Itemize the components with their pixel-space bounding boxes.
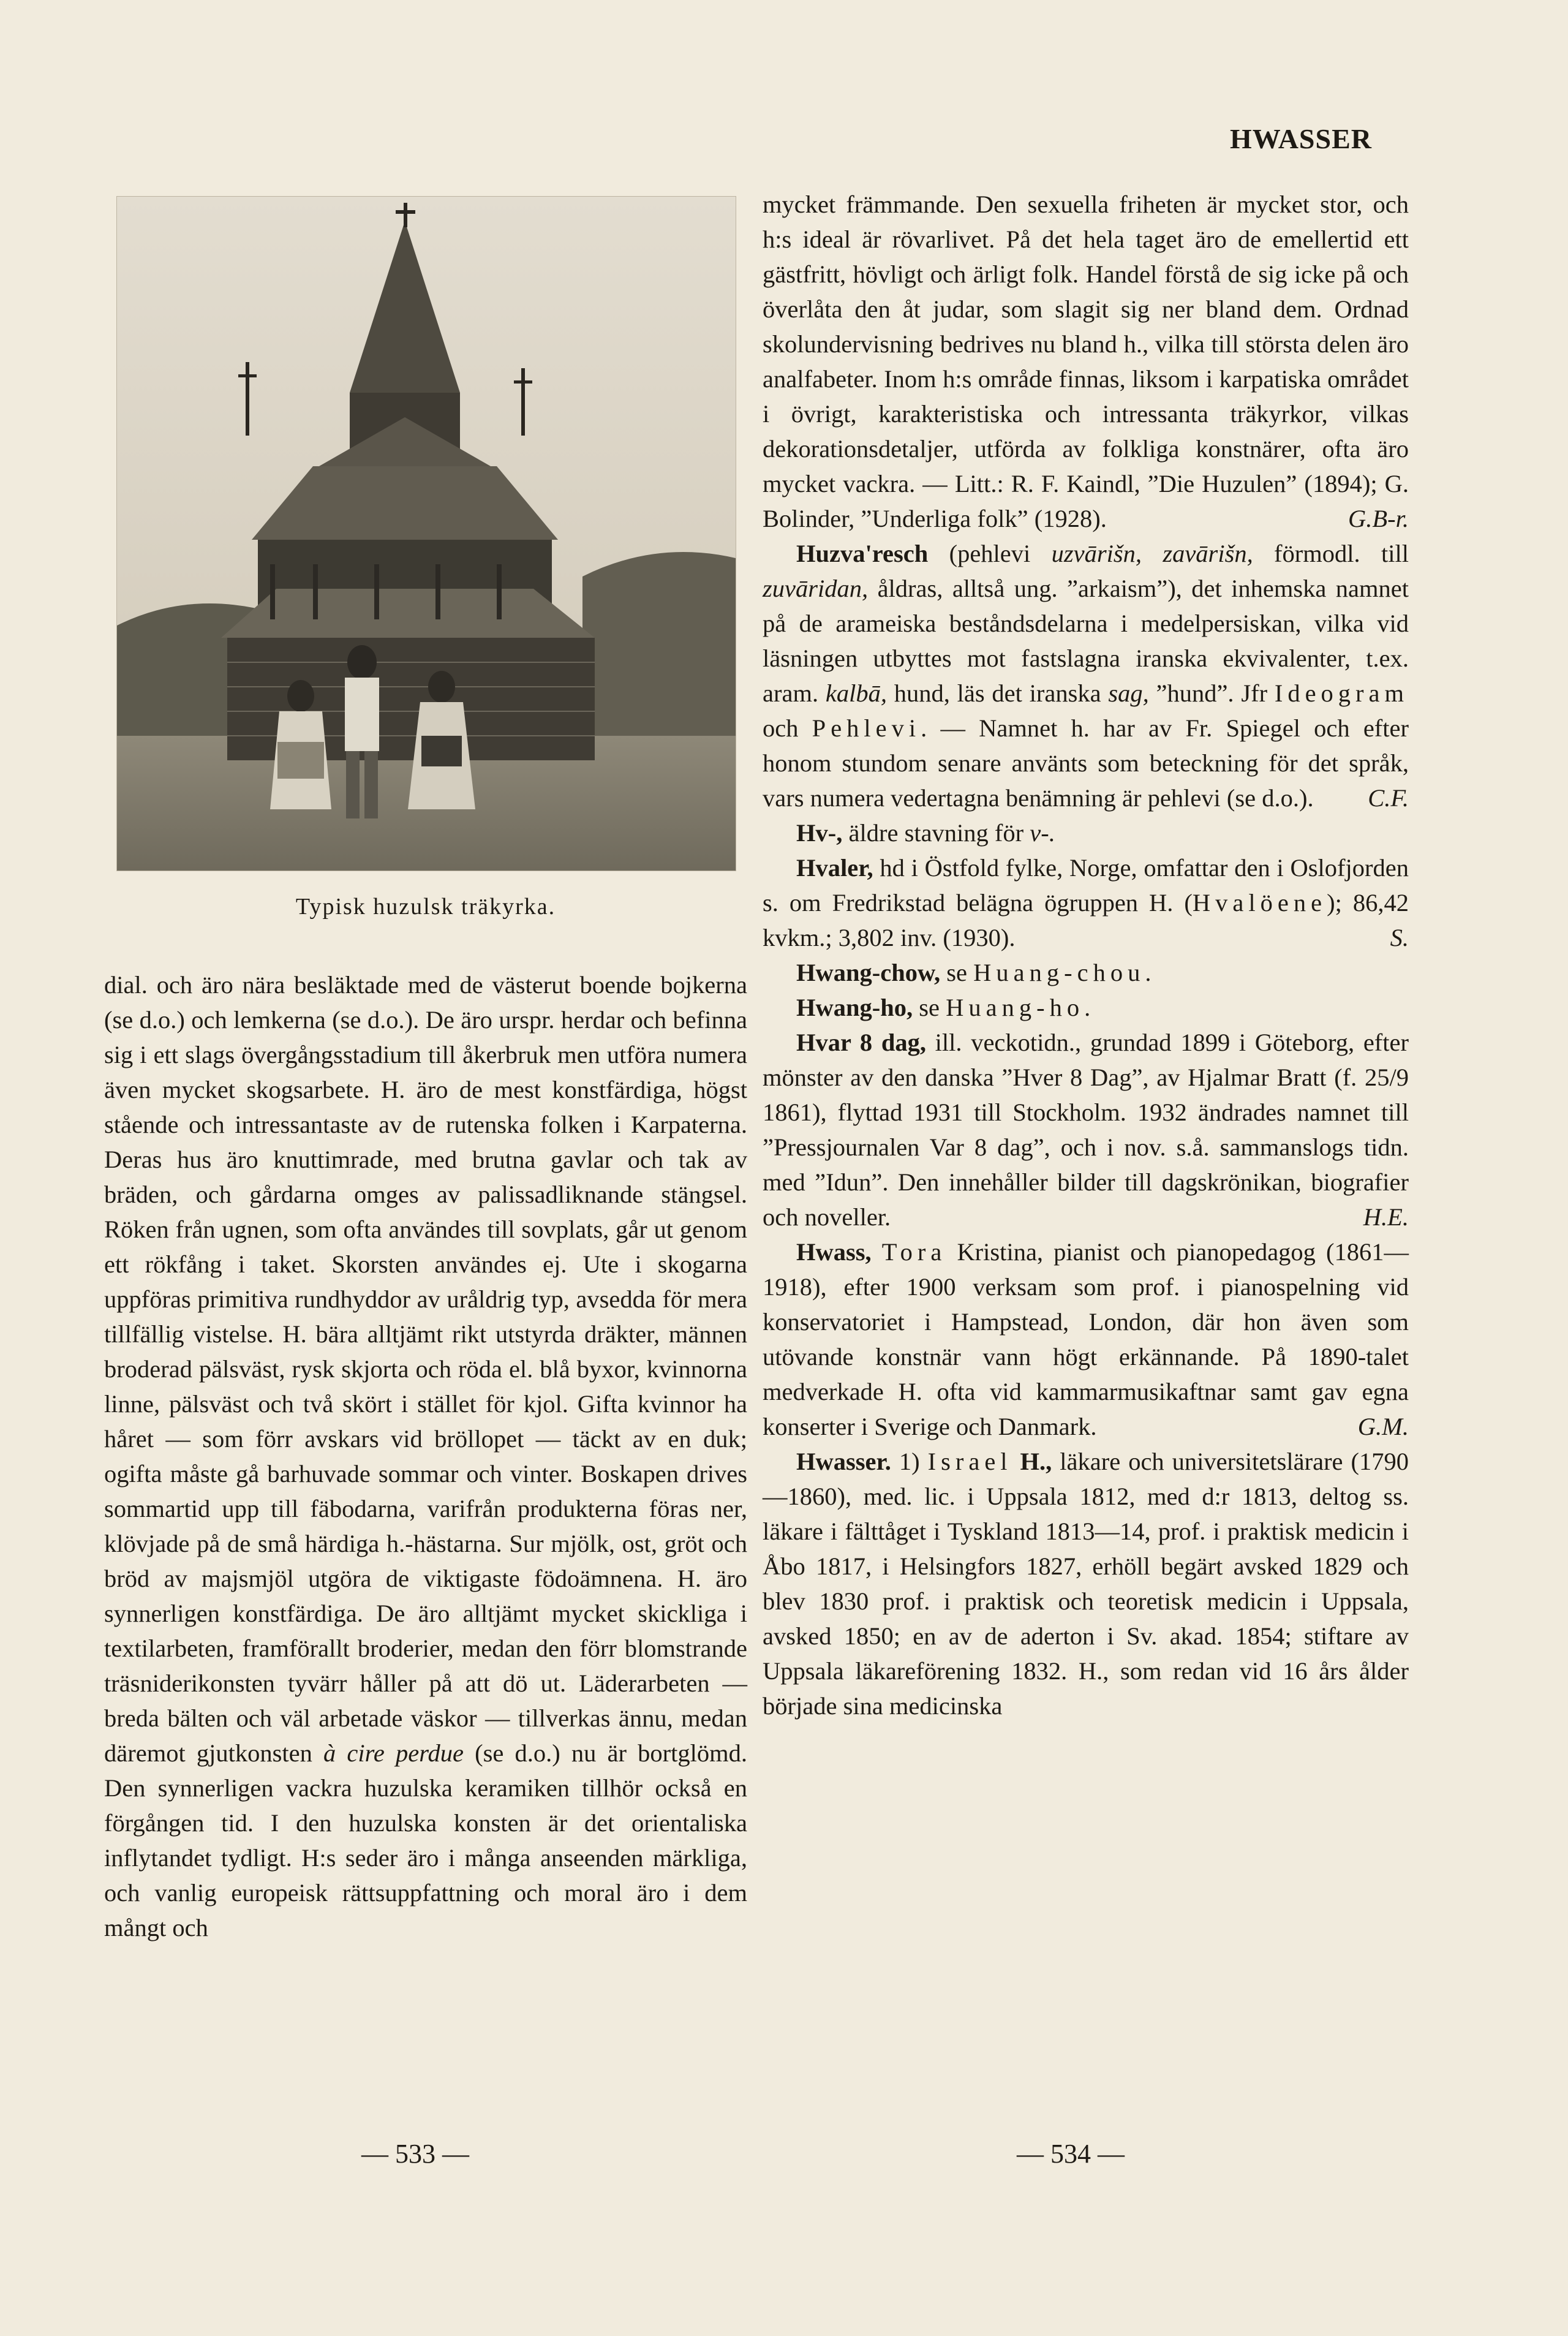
entry-headword: Hwang-ho, (796, 994, 913, 1021)
entry-hv (763, 815, 1409, 850)
cross-reference: Pehlevi (812, 714, 921, 742)
entry-headword: Hv-, (796, 819, 843, 847)
left-text-body: dial. och äro nära besläktade med de västerut boende bojkerna (se d.o.) och lemkerna (se d.o.). De äro urspr. herdar och befinna sig i ett slags övergångsstadium till åkerbruk men utföra numera även mycket skogsarbete. H. äro de mest konstfärdiga, högst stående och intressantaste av de rutenska folken i Karpaterna. Deras hus äro knuttimrade, med brutna gavlar och tak av bräden, och gårdarna omges av palissadliknande stängsel. Röken från ugnen, som ofta användes till sovplats, går ut genom ett rökfång i taket. Skorsten användes ej. Ute i skogarna uppföras primitiva rundhyddor av uråldrig typ, avsedda för mera tillfällig vistelse. H. bära alltjämt rikt utstyrda dräkter, männen broderad pälsväst, rysk skjorta och röda el. blå byxor, kvinnorna linne, pälsväst och två skört i stället för kjol. Gifta kvinnor ha håret — som förr avskars vid bröllopet — täckt av en duk; ogifta måste gå barhuvade sommar och vinter. Boskapen drives sommartid upp till fäbodarna, varifrån produkterna föras ner, klövjade på de små härdiga h.-hästarna. Sur mjölk, ost, gröt och bröd av majsmjöl utgöra de viktigaste födoämnena. H. äro synnerligen konstfärdiga. De äro alltjämt mycket skickliga i textilarbeten, framförallt broderier, medan den förr blomstrande träsniderikonsten tyvärr håller på att dö ut. Läderarbeten — breda bälten och väl arbetade väskor — tillverkas ännu, medan däremot gjutkonsten (104, 971, 747, 1767)
entry-italic: v-. (1030, 819, 1055, 847)
entry-italic: uzvārišn, zavārišn, (1051, 540, 1253, 567)
entry-text: se (919, 994, 940, 1021)
entry-text: ); 86,42 kvkm.; 3,802 inv. (1930). (763, 889, 1409, 951)
entry-huzvaresch (763, 536, 1409, 815)
wooden-church-illustration (117, 197, 736, 871)
cross-reference: Ideogram (1274, 679, 1409, 707)
entry-text: åldras, alltså ung. ”arkaism”), det inhemska namnet på de arameiska beståndsdelarna i medelpersiskan, vilka vid läsningen utbyttes mot fastslagna iranska ekvivalenter, t.ex. aram. (763, 575, 1409, 707)
entry-text: hund, läs det iranska (894, 679, 1101, 707)
cross-reference: Hvalöene (1192, 889, 1327, 917)
entry-headword: Hwass, (796, 1238, 872, 1266)
entry-hvaler (763, 850, 1409, 955)
entry-text: och (763, 714, 799, 742)
entry-hwasser (763, 1444, 1409, 1723)
entry-text: läkare och universitetslärare (1790—1860), med. lic. i Uppsala 1812, med d:r 1813, deltog ss. läkare i fälttåget i Tyskland 1813—14, prof. i praktisk medicin i Åbo 1817, i Helsingfors 1827, erhöll begärt avsked 1829 och blev 1830 prof. i praktisk och teoretisk medicin i Uppsala, avsked 1850; en av de aderton i Sv. akad. 1854; stiftare av Uppsala läkareförening 1832. H., som redan vid 16 års ålder började sina medicinska (763, 1448, 1409, 1720)
author-signature: G.M. (1357, 1413, 1409, 1440)
entry-hvar-8-dag (763, 1025, 1409, 1234)
entry-text: . — Namnet h. har av Fr. Spiegel och efter honom stundom senare använts som beteckning för det språk, vars numera vedertagna benämning är pehlevi (se d.o.). (763, 714, 1409, 812)
person-initial: H., (1020, 1448, 1052, 1475)
person-name: Tora (881, 1238, 947, 1266)
entry-text: se (946, 959, 968, 986)
entry-italic: zuvāridan, (763, 575, 869, 602)
church-photo (116, 196, 736, 871)
page-number-right: — 534 — (1017, 2139, 1125, 2169)
entry-headword: Huzva'resch (796, 540, 929, 567)
right-column (763, 187, 1409, 1723)
figure-caption: Typisk huzulsk träkyrka. (295, 894, 556, 920)
left-column-text (104, 967, 747, 1945)
entry-italic: sag, (1108, 679, 1149, 707)
cross-reference: Huang-chou. (973, 959, 1156, 986)
author-signature: H.E. (1363, 1203, 1409, 1231)
entry-hwang-ho (763, 990, 1409, 1025)
entry-text: mycket främmande. Den sexuella friheten är mycket stor, och h:s ideal är rövarlivet. På det hela taget äro de emellertid ett gästfritt, hövligt och ärligt folk. Handel förstå de sig icke på och överlåta den åt judar, som slagit sig ner bland dem. Ordnad skolundervisning bedrives nu bland h., vilka till största delen äro analfabeter. Inom h:s område finnas, liksom i karpatiska området i övrigt, karakteristiska och intressanta träkyrkor, vilkas dekorationsdetaljer, utförda av folkliga konstnärer, ofta äro mycket vackra. — Litt.: R. F. Kaindl, ”Die Huzulen” (1894); G. Bolinder, ”Underliga folk” (1928). (763, 191, 1409, 532)
left-column (104, 184, 747, 1945)
entry-headword: Hwang-chow, (796, 959, 941, 986)
author-signature: G.B-r. (1348, 505, 1409, 532)
entry-text: Kristina, pianist och pianopedagog (1861—1918), efter 1900 verksam som prof. i pianospelning vid konservatoriet i Hampstead, London, där hon även som utövande konstnär vann högt erkännande. På 1890-talet medverkade H. ofta vid kammarmusikaftnar samt gav egna konserter i Sverige och Danmark. (763, 1238, 1409, 1440)
entry-italic: kalbā, (825, 679, 887, 707)
left-text-end: (se d.o.) nu är bortglömd. Den synnerligen vackra huzulska keramiken tillhör också en förgången tid. I den huzulska konsten är det orientaliska inflytandet tydligt. H:s seder äro i många anseenden märkliga, och vanlig europeisk rättsuppfattning och moral äro i dem mångt och (104, 1739, 748, 1941)
author-signature: S. (1390, 924, 1409, 951)
entry-hwang-chow (763, 955, 1409, 990)
left-text-italic: à cire perdue (323, 1739, 464, 1767)
entry-text: (pehlevi (949, 540, 1031, 567)
entry-huzuler-continued (763, 187, 1409, 536)
entry-headword: Hvaler, (796, 854, 873, 882)
entry-text: hd i Östfold fylke, Norge, omfattar den i Oslofjorden s. om Fredrikstad belägna ögruppen H. ( (763, 854, 1409, 917)
entry-headword: Hvar 8 dag, (796, 1029, 926, 1056)
entry-text: ill. veckotidn., grundad 1899 i Göteborg, efter mönster av den danska ”Hver 8 Dag”, av Hjalmar Bratt (f. 25/9 1861), flyttad 1931 till Stockholm. 1932 ändrades namnet till ”Pressjournalen Var 8 dag”, och i nov. s.å. sammanslogs tidn. med ”Idun”. Den innehåller bilder till dagskrönikan, biografier och noveller. (763, 1029, 1409, 1231)
entry-text: 1) (899, 1448, 920, 1475)
author-signature: C.F. (1368, 784, 1409, 812)
page-number-left: — 533 — (361, 2139, 469, 2169)
entry-text: förmodl. till (1274, 540, 1409, 567)
entry-hwass (763, 1234, 1409, 1444)
entry-text: ”hund”. Jfr (1156, 679, 1268, 707)
person-name: Israel (927, 1448, 1012, 1475)
cross-reference: Huang-ho. (946, 994, 1096, 1021)
running-header: HWASSER (1230, 123, 1372, 154)
entry-text: äldre stavning för (848, 819, 1024, 847)
entry-headword: Hwasser. (796, 1448, 891, 1475)
